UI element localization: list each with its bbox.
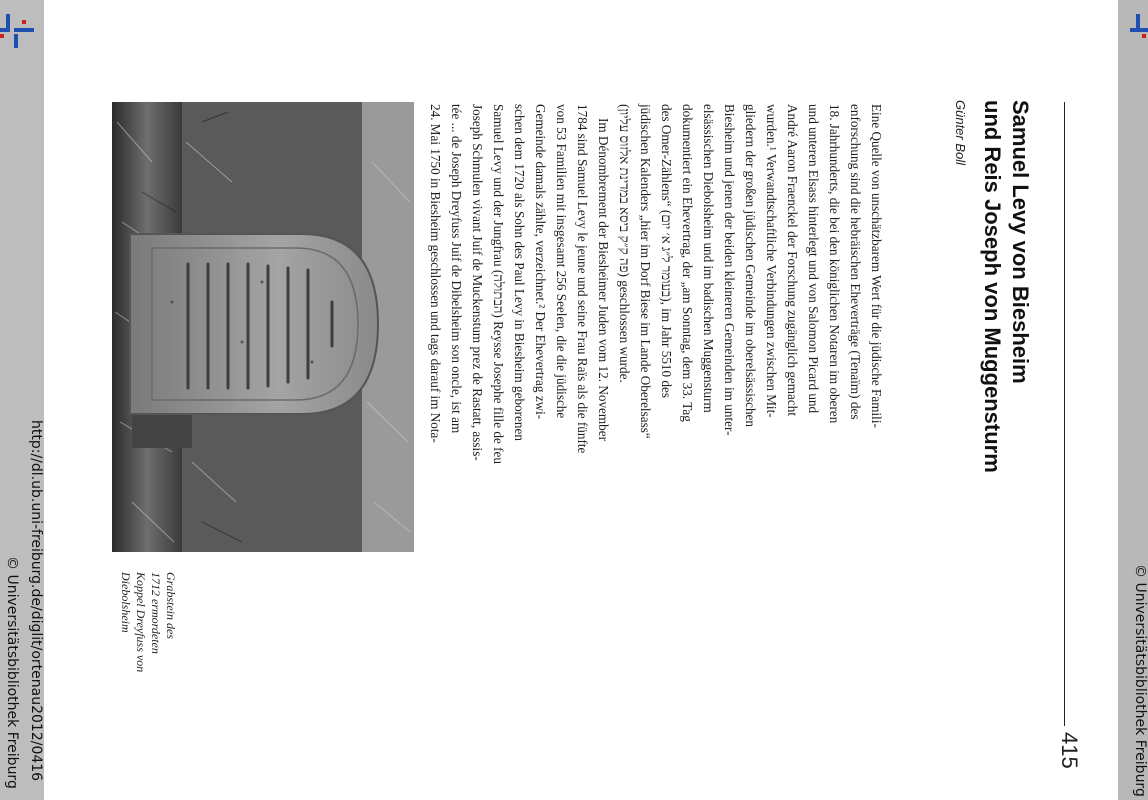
body-text-line: elsässischen Diebolsheim und im badischen Muggensturm <box>701 104 716 413</box>
body-text-line: Samuel Levy und der Jungfrau (הבתולה) Reysse Josephe fille de feu <box>491 104 506 464</box>
body-text-line: wurden.¹ Verwandtschaftliche Verbindungen zwischen Mit- <box>764 104 779 418</box>
body-text-line: Im Dénombrement der Biesheimer Juden vom 12. November <box>596 118 611 442</box>
body-text-line: dokumentiert ein Ehevertrag, der „am Sonntag, dem 33. Tag <box>680 104 695 422</box>
body-text-line: Joseph Schmulen vivant Juif de Muckenstum prez de Rastatt, assis- <box>470 104 485 461</box>
body-text-line: tée ... de Joseph Dreyfuss Juif de Dibelsheim son oncle, ist am <box>449 104 464 434</box>
document-url[interactable]: http://dl.ub.uni-freiburg.de/diglit/ortenau2012/0416 <box>28 420 44 782</box>
copyright-notice: © Universitätsbibliothek Freiburg <box>4 556 20 789</box>
article-title-line: und Reis Joseph von Muggensturm <box>980 100 1005 473</box>
page-number: 415 <box>1057 732 1082 769</box>
body-text-line: 24. Mai 1750 in Biesheim geschlossen und tags darauf im Nota- <box>428 104 443 443</box>
body-text-line: 1784 sind Samuel Levy le jeune und seine Frau Raïs als die fünfte <box>575 104 590 454</box>
photo-caption-line: Grabstein des <box>164 572 178 639</box>
library-logo-icon <box>0 14 34 54</box>
article-author: Günter Boll <box>953 100 968 166</box>
photo-caption-line: 1712 ermordeten <box>149 572 163 654</box>
library-logo-icon-right <box>1130 14 1148 44</box>
header-rule <box>1064 102 1065 726</box>
body-text-line: jüdischen Kalenders „hier im Dorf Biese im Lande Oberelsass“ <box>638 104 653 439</box>
body-text-line: 18. Jahrhunderts, die bei den königlichen Notaren im oberen <box>827 104 842 424</box>
article-title-line: Samuel Levy von Biesheim <box>1008 100 1033 384</box>
body-text-line: von 53 Familien mit insgesamt 256 Seelen, die die jüdische <box>554 104 569 419</box>
body-text-line: des Omer-Zählens“ (בעומר ל״ג א׳ יום), im Jahr 5510 des <box>659 104 674 398</box>
copyright-notice-right: © Universitätsbibliothek Freiburg <box>1132 564 1148 797</box>
photo-caption <box>118 572 178 672</box>
body-text-line: Eine Quelle von unschätzbarem Wert für die jüdische Famili- <box>869 104 884 428</box>
article-title <box>978 100 1034 473</box>
body-text-line: gliedern der großen jüdischen Gemeinde im oberelsässischen <box>743 104 758 427</box>
body-text-line: Biesheim und jenen der beiden kleineren Gemeinden im unter- <box>722 104 737 436</box>
body-text-line: enforschung sind die hebräischen Eheverträge (Tenaïm) des <box>848 104 863 420</box>
body-text-line: Gemeinde damals zählte, verzeichnet.² Der Ehevertrag zwi- <box>533 104 548 420</box>
gravestone-photo <box>112 102 414 552</box>
body-text-line: (פה ק״ק ביסא במדינת אלזוס עליון) geschlossen wurde. <box>617 104 632 383</box>
photo-caption-line: Koppel Dreyfuss von <box>134 572 148 673</box>
photo-caption-line: Diebolsheim <box>119 572 133 633</box>
body-text-line: schen dem 1720 als Sohn des Paul Levy in Biesheim geborenen <box>512 104 527 441</box>
body-text-line: und unteren Elsass hinterlegt und von Salomon Picard und <box>806 104 821 414</box>
body-text-line: André Aaron Fraenckel der Forschung zugänglich gemacht <box>785 104 800 416</box>
